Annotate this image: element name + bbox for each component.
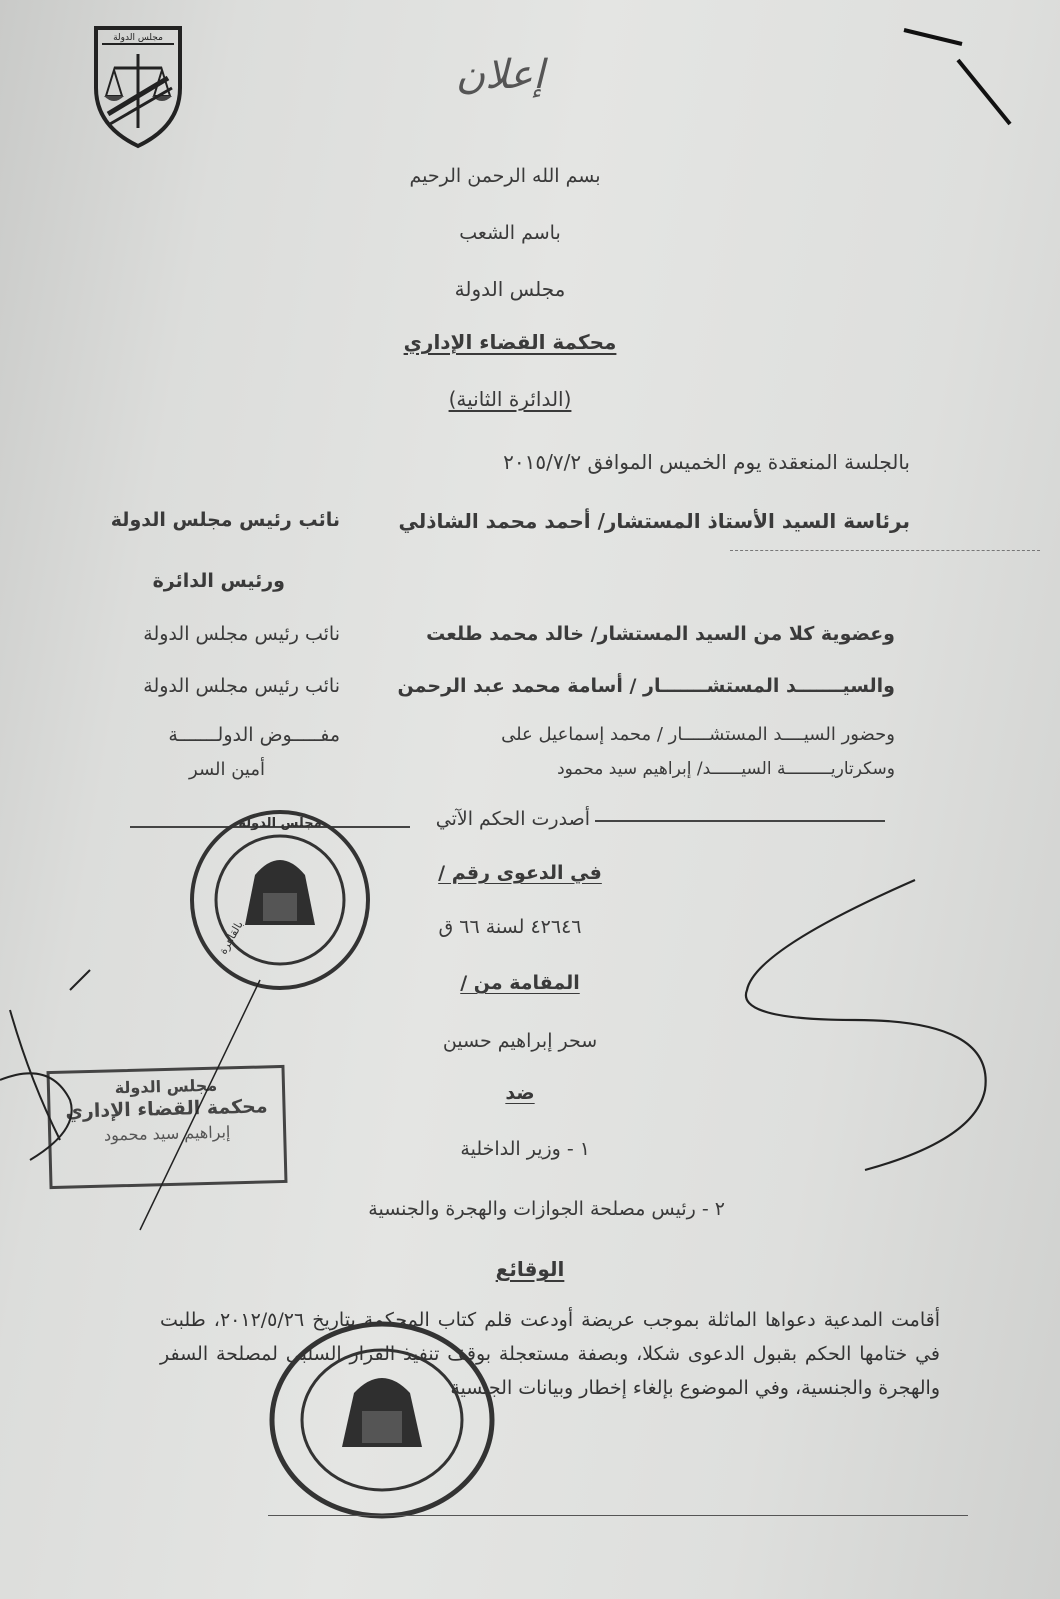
pen-stroke-left xyxy=(0,960,300,1260)
session-line: بالجلسة المنعقدة يوم الخميس الموافق ٢٠١٥/٧/٢ xyxy=(503,450,910,474)
court-logo-text: مجلس الدولة xyxy=(113,33,163,43)
divider-dashed xyxy=(730,550,1040,551)
rule-right xyxy=(595,820,885,822)
seal-side-text: بالقاهرة xyxy=(216,918,246,957)
panel-secretary-role: أمين السر xyxy=(189,759,265,780)
seal-ring-text: مجلس الدولة xyxy=(238,816,322,831)
rect-stamp-line-2: محكمة القضاء الإداري xyxy=(65,1095,268,1123)
panel-commissioner: وحضور السيــــد المستشـــــار / محمد إسماعيل على xyxy=(501,724,895,745)
defendant-1: ١ - وزير الداخلية xyxy=(460,1138,590,1160)
case-label: في الدعوى رقم / xyxy=(438,862,602,884)
panel-member-2-role: نائب رئيس مجلس الدولة xyxy=(143,675,340,697)
basmala: بسم الله الرحمن الرحيم xyxy=(409,165,601,187)
circuit-name: (الدائرة الثانية) xyxy=(448,387,572,411)
facts-paragraph: أقامت المدعية دعواها الماثلة بموجب عريضة أودعت قلم كتاب المحكمة بتاريخ ٢٠١٢/٥/٢٦، طلبت في ختامها الحكم بقبول الدعوى شكلا، وبصفة مستعجلة بوقف تنفيذ القرار السلبي لمصلحة السفر والهجرة والجنسية، وفي الموضوع بإلغاء إخطار وبيانات الجنسية xyxy=(160,1309,941,1399)
in-name-of-people: باسم الشعب xyxy=(459,222,561,244)
pen-mark-top-right xyxy=(900,20,1030,130)
defendant-2: ٢ - رئيس مصلحة الجوازات والهجرة والجنسية xyxy=(368,1198,725,1220)
plaintiff-name: سحر إبراهيم حسين xyxy=(442,1030,598,1052)
rect-stamp-line-3: إبراهيم سيد محمود xyxy=(103,1122,231,1145)
panel-commissioner-role: مفـــــوض الدولـــــــة xyxy=(168,724,340,746)
rect-stamp-line-1: مجلس الدولة xyxy=(114,1075,218,1098)
handwritten-note: إعلان xyxy=(455,52,545,98)
pen-curve-mark xyxy=(735,870,1035,1180)
case-number: ٤٢٦٤٦ لسنة ٦٦ ق xyxy=(438,916,582,938)
filed-by-label: المقامة من / xyxy=(460,972,580,994)
panel-circuit-head-role: ورئيس الدائرة xyxy=(152,570,285,592)
bottom-rule xyxy=(268,1515,968,1516)
facts-heading: الوقائع xyxy=(495,1257,565,1281)
panel-member-1-role: نائب رئيس مجلس الدولة xyxy=(143,623,340,645)
panel-president-role: نائب رئيس مجلس الدولة xyxy=(110,509,340,531)
verdict-issued: أصدرت الحكم الآتي xyxy=(435,808,590,830)
panel-president: برئاسة السيد الأستاذ المستشار/ أحمد محمد الشاذلي xyxy=(398,509,910,533)
panel-member-2: والسيـــــــد المستشـــــــار / أسامة محمد عبد الرحمن xyxy=(397,675,895,697)
court-name: محكمة القضاء الإداري xyxy=(403,330,617,354)
court-logo-icon xyxy=(88,18,188,150)
council-name: مجلس الدولة xyxy=(454,277,566,301)
panel-secretary: وسكرتاريـــــــــة السيــــــد/ إبراهيم سيد محمود xyxy=(557,759,895,779)
against-label: ضد xyxy=(505,1082,535,1104)
panel-member-1: وعضوية كلا من السيد المستشار/ خالد محمد طلعت xyxy=(426,623,895,645)
bottom-seal-icon xyxy=(262,1315,502,1525)
